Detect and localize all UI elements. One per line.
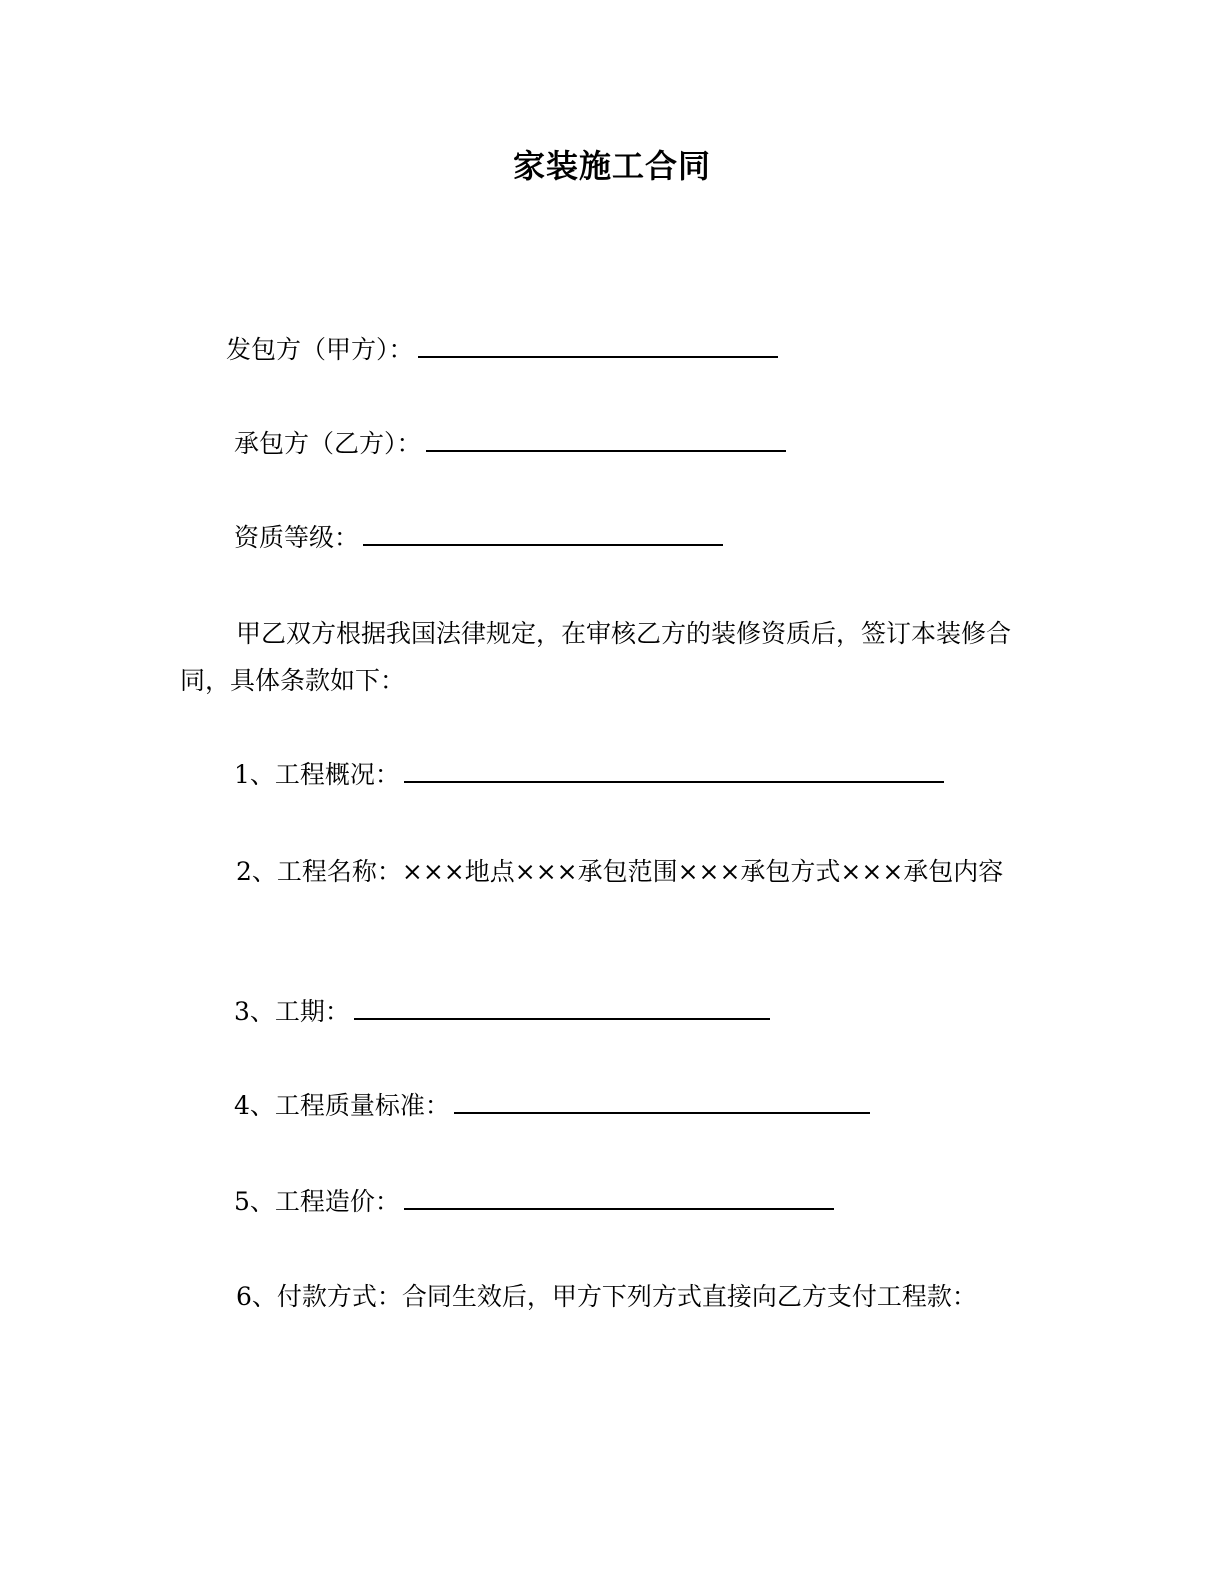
item-5-label: 5、工程造价： <box>234 1187 400 1216</box>
item-5-row <box>234 1178 834 1225</box>
item-4-label: 4、工程质量标准： <box>234 1091 450 1120</box>
party-b-row <box>234 420 786 467</box>
document-title: 家装施工合同 <box>512 147 711 185</box>
item-1-row <box>234 751 944 798</box>
item-4-row <box>234 1082 870 1129</box>
intro-paragraph: 甲乙双方根据我国法律规定，在审核乙方的装修资质后，签订本装修合同，具体条款如下： <box>180 619 1012 695</box>
item-5-blank[interactable] <box>404 1178 834 1210</box>
item-3-row <box>234 988 770 1035</box>
qualification-label: 资质等级： <box>234 523 360 552</box>
item-3-blank[interactable] <box>354 988 770 1020</box>
item-2-paragraph: 2、工程名称：×××地点×××承包范围×××承包方式×××承包内容 <box>236 857 1004 886</box>
qualification-blank[interactable] <box>363 514 723 546</box>
party-a-label: 发包方（甲方）： <box>226 335 414 364</box>
item-4-blank[interactable] <box>454 1082 870 1114</box>
party-b-blank[interactable] <box>426 420 786 452</box>
party-a-blank[interactable] <box>418 326 778 358</box>
item-1-blank[interactable] <box>404 751 944 783</box>
party-a-row <box>226 326 778 373</box>
item-3-label: 3、工期： <box>234 997 350 1026</box>
item-6-paragraph: 6、付款方式：合同生效后，甲方下列方式直接向乙方支付工程款： <box>236 1282 977 1311</box>
party-b-label: 承包方（乙方）： <box>234 429 422 458</box>
item-1-label: 1、工程概况： <box>234 760 400 789</box>
qualification-row <box>234 514 723 561</box>
